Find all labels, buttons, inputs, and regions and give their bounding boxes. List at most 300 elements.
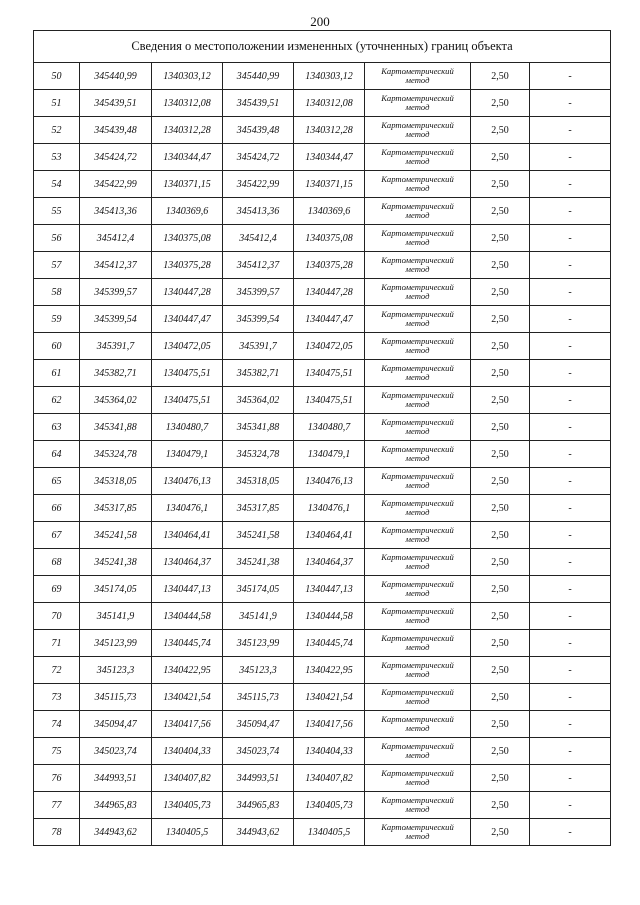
accuracy-value: 2,50 [471, 387, 530, 414]
existing-x: 345412,4 [80, 225, 152, 252]
table-row [34, 657, 611, 684]
existing-x: 345141,9 [80, 603, 152, 630]
existing-x: 345318,05 [80, 468, 152, 495]
determination-method [365, 387, 471, 414]
point-number: 58 [34, 279, 80, 306]
method-line-1: Картометрический [381, 822, 454, 832]
method-line-2: метод [405, 669, 430, 679]
determination-method [365, 657, 471, 684]
existing-x: 345424,72 [80, 144, 152, 171]
new-x: 345399,57 [223, 279, 294, 306]
method-line-1: Картометрический [381, 309, 454, 319]
existing-y: 1340464,37 [152, 549, 223, 576]
existing-y: 1340447,13 [152, 576, 223, 603]
table-row [34, 792, 611, 819]
method-line-1: Картометрический [381, 228, 454, 238]
point-description: - [530, 198, 611, 225]
point-number: 66 [34, 495, 80, 522]
existing-y: 1340303,12 [152, 63, 223, 90]
existing-x: 344943,62 [80, 819, 152, 846]
method-line-1: Картометрический [381, 552, 454, 562]
point-number: 69 [34, 576, 80, 603]
existing-x: 345174,05 [80, 576, 152, 603]
point-number: 70 [34, 603, 80, 630]
method-line-1: Картометрический [381, 66, 454, 76]
method-line-2: метод [405, 129, 430, 139]
determination-method [365, 495, 471, 522]
table-row [34, 252, 611, 279]
point-description: - [530, 117, 611, 144]
method-line-1: Картометрический [381, 282, 454, 292]
new-y: 1340312,28 [294, 117, 365, 144]
point-number: 67 [34, 522, 80, 549]
method-line-1: Картометрический [381, 498, 454, 508]
new-y: 1340303,12 [294, 63, 365, 90]
existing-y: 1340472,05 [152, 333, 223, 360]
method-line-2: метод [405, 480, 430, 490]
point-description: - [530, 657, 611, 684]
new-x: 345412,4 [223, 225, 294, 252]
point-description: - [530, 711, 611, 738]
new-y: 1340404,33 [294, 738, 365, 765]
accuracy-value: 2,50 [471, 522, 530, 549]
existing-x: 345391,7 [80, 333, 152, 360]
accuracy-value: 2,50 [471, 252, 530, 279]
new-y: 1340312,08 [294, 90, 365, 117]
new-y: 1340405,5 [294, 819, 365, 846]
existing-x: 345440,99 [80, 63, 152, 90]
determination-method [365, 576, 471, 603]
point-number: 75 [34, 738, 80, 765]
new-y: 1340444,58 [294, 603, 365, 630]
accuracy-value: 2,50 [471, 63, 530, 90]
table-row [34, 684, 611, 711]
determination-method [365, 144, 471, 171]
existing-x: 345115,73 [80, 684, 152, 711]
new-x: 345023,74 [223, 738, 294, 765]
existing-x: 345399,57 [80, 279, 152, 306]
existing-y: 1340371,15 [152, 171, 223, 198]
coordinates-table [33, 30, 611, 846]
point-description: - [530, 738, 611, 765]
accuracy-value: 2,50 [471, 198, 530, 225]
existing-y: 1340417,56 [152, 711, 223, 738]
new-x: 345123,3 [223, 657, 294, 684]
determination-method [365, 819, 471, 846]
accuracy-value: 2,50 [471, 279, 530, 306]
existing-y: 1340475,51 [152, 360, 223, 387]
determination-method [365, 306, 471, 333]
point-description: - [530, 495, 611, 522]
determination-method [365, 738, 471, 765]
method-line-2: метод [405, 318, 430, 328]
method-line-1: Картометрический [381, 660, 454, 670]
point-number: 73 [34, 684, 80, 711]
determination-method [365, 225, 471, 252]
method-line-2: метод [405, 588, 430, 598]
existing-y: 1340405,5 [152, 819, 223, 846]
determination-method [365, 684, 471, 711]
point-description: - [530, 360, 611, 387]
table-row [34, 522, 611, 549]
existing-y: 1340407,82 [152, 765, 223, 792]
point-description: - [530, 279, 611, 306]
method-line-1: Картометрический [381, 471, 454, 481]
new-x: 345413,36 [223, 198, 294, 225]
existing-x: 345413,36 [80, 198, 152, 225]
accuracy-value: 2,50 [471, 630, 530, 657]
method-line-2: метод [405, 345, 430, 355]
accuracy-value: 2,50 [471, 765, 530, 792]
point-description: - [530, 765, 611, 792]
new-x: 345424,72 [223, 144, 294, 171]
new-y: 1340421,54 [294, 684, 365, 711]
existing-y: 1340312,08 [152, 90, 223, 117]
determination-method [365, 711, 471, 738]
method-line-1: Картометрический [381, 93, 454, 103]
point-number: 61 [34, 360, 80, 387]
existing-x: 345123,3 [80, 657, 152, 684]
method-line-1: Картометрический [381, 147, 454, 157]
existing-y: 1340475,51 [152, 387, 223, 414]
new-y: 1340344,47 [294, 144, 365, 171]
existing-y: 1340447,28 [152, 279, 223, 306]
determination-method [365, 630, 471, 657]
point-number: 78 [34, 819, 80, 846]
table-row [34, 576, 611, 603]
existing-x: 345241,58 [80, 522, 152, 549]
new-y: 1340369,6 [294, 198, 365, 225]
method-line-2: метод [405, 507, 430, 517]
existing-x: 345422,99 [80, 171, 152, 198]
point-number: 62 [34, 387, 80, 414]
page-number: 200 [310, 14, 330, 29]
new-y: 1340475,51 [294, 360, 365, 387]
accuracy-value: 2,50 [471, 117, 530, 144]
new-x: 345412,37 [223, 252, 294, 279]
point-description: - [530, 441, 611, 468]
existing-y: 1340405,73 [152, 792, 223, 819]
method-line-2: метод [405, 156, 430, 166]
new-y: 1340375,28 [294, 252, 365, 279]
point-number: 52 [34, 117, 80, 144]
determination-method [365, 198, 471, 225]
method-line-1: Картометрический [381, 795, 454, 805]
point-number: 56 [34, 225, 80, 252]
new-x: 345324,78 [223, 441, 294, 468]
new-x: 345094,47 [223, 711, 294, 738]
point-description: - [530, 576, 611, 603]
new-y: 1340407,82 [294, 765, 365, 792]
accuracy-value: 2,50 [471, 792, 530, 819]
accuracy-value: 2,50 [471, 306, 530, 333]
method-line-2: метод [405, 453, 430, 463]
existing-y: 1340476,1 [152, 495, 223, 522]
determination-method [365, 333, 471, 360]
table-row [34, 63, 611, 90]
point-description: - [530, 549, 611, 576]
accuracy-value: 2,50 [471, 90, 530, 117]
existing-x: 345023,74 [80, 738, 152, 765]
table-row [34, 738, 611, 765]
point-number: 60 [34, 333, 80, 360]
table-title: Сведения о местоположении измененных (уточненных) границ объекта [34, 31, 611, 63]
new-x: 345141,9 [223, 603, 294, 630]
table-body [34, 63, 611, 846]
method-line-2: метод [405, 723, 430, 733]
accuracy-value: 2,50 [471, 657, 530, 684]
accuracy-value: 2,50 [471, 684, 530, 711]
point-number: 65 [34, 468, 80, 495]
new-x: 345317,85 [223, 495, 294, 522]
new-x: 345382,71 [223, 360, 294, 387]
method-line-2: метод [405, 75, 430, 85]
point-number: 54 [34, 171, 80, 198]
point-description: - [530, 522, 611, 549]
new-y: 1340479,1 [294, 441, 365, 468]
table-row [34, 603, 611, 630]
new-x: 345174,05 [223, 576, 294, 603]
existing-x: 345364,02 [80, 387, 152, 414]
method-line-1: Картометрический [381, 255, 454, 265]
point-description: - [530, 63, 611, 90]
new-y: 1340375,08 [294, 225, 365, 252]
method-line-1: Картометрический [381, 525, 454, 535]
new-x: 345399,54 [223, 306, 294, 333]
method-line-2: метод [405, 210, 430, 220]
method-line-2: метод [405, 804, 430, 814]
existing-y: 1340404,33 [152, 738, 223, 765]
table-row [34, 279, 611, 306]
method-line-1: Картометрический [381, 201, 454, 211]
table-row [34, 387, 611, 414]
table-row [34, 441, 611, 468]
point-description: - [530, 819, 611, 846]
point-number: 53 [34, 144, 80, 171]
existing-y: 1340422,95 [152, 657, 223, 684]
determination-method [365, 117, 471, 144]
new-y: 1340371,15 [294, 171, 365, 198]
method-line-2: метод [405, 264, 430, 274]
new-y: 1340476,1 [294, 495, 365, 522]
new-y: 1340476,13 [294, 468, 365, 495]
new-y: 1340472,05 [294, 333, 365, 360]
table-row [34, 711, 611, 738]
method-line-1: Картометрический [381, 336, 454, 346]
existing-y: 1340444,58 [152, 603, 223, 630]
method-line-1: Картометрический [381, 768, 454, 778]
new-y: 1340417,56 [294, 711, 365, 738]
existing-x: 345412,37 [80, 252, 152, 279]
table-row [34, 198, 611, 225]
accuracy-value: 2,50 [471, 171, 530, 198]
determination-method [365, 414, 471, 441]
table-row [34, 171, 611, 198]
existing-y: 1340447,47 [152, 306, 223, 333]
new-x: 345115,73 [223, 684, 294, 711]
determination-method [365, 549, 471, 576]
point-number: 63 [34, 414, 80, 441]
new-y: 1340464,37 [294, 549, 365, 576]
table-row [34, 333, 611, 360]
method-line-1: Картометрический [381, 444, 454, 454]
existing-x: 345094,47 [80, 711, 152, 738]
table-row [34, 819, 611, 846]
method-line-2: метод [405, 561, 430, 571]
new-x: 344993,51 [223, 765, 294, 792]
point-description: - [530, 630, 611, 657]
accuracy-value: 2,50 [471, 144, 530, 171]
existing-y: 1340421,54 [152, 684, 223, 711]
determination-method [365, 360, 471, 387]
point-number: 57 [34, 252, 80, 279]
new-x: 345123,99 [223, 630, 294, 657]
point-number: 76 [34, 765, 80, 792]
point-description: - [530, 603, 611, 630]
new-x: 345241,38 [223, 549, 294, 576]
method-line-2: метод [405, 372, 430, 382]
point-description: - [530, 306, 611, 333]
new-x: 345364,02 [223, 387, 294, 414]
point-description: - [530, 414, 611, 441]
method-line-2: метод [405, 183, 430, 193]
point-description: - [530, 144, 611, 171]
new-y: 1340445,74 [294, 630, 365, 657]
existing-y: 1340369,6 [152, 198, 223, 225]
existing-y: 1340344,47 [152, 144, 223, 171]
point-number: 55 [34, 198, 80, 225]
table-row [34, 468, 611, 495]
method-line-1: Картометрический [381, 606, 454, 616]
new-y: 1340447,28 [294, 279, 365, 306]
existing-y: 1340464,41 [152, 522, 223, 549]
accuracy-value: 2,50 [471, 333, 530, 360]
method-line-2: метод [405, 399, 430, 409]
point-number: 72 [34, 657, 80, 684]
accuracy-value: 2,50 [471, 819, 530, 846]
method-line-1: Картометрический [381, 579, 454, 589]
new-x: 344965,83 [223, 792, 294, 819]
determination-method [365, 441, 471, 468]
point-description: - [530, 90, 611, 117]
point-description: - [530, 684, 611, 711]
point-number: 50 [34, 63, 80, 90]
determination-method [365, 171, 471, 198]
point-number: 59 [34, 306, 80, 333]
point-number: 74 [34, 711, 80, 738]
existing-x: 345317,85 [80, 495, 152, 522]
accuracy-value: 2,50 [471, 576, 530, 603]
method-line-1: Картометрический [381, 633, 454, 643]
existing-y: 1340445,74 [152, 630, 223, 657]
new-x: 345391,7 [223, 333, 294, 360]
determination-method [365, 792, 471, 819]
new-y: 1340464,41 [294, 522, 365, 549]
new-x: 345439,51 [223, 90, 294, 117]
accuracy-value: 2,50 [471, 549, 530, 576]
accuracy-value: 2,50 [471, 738, 530, 765]
method-line-1: Картометрический [381, 174, 454, 184]
table-row [34, 630, 611, 657]
table-row [34, 414, 611, 441]
existing-y: 1340312,28 [152, 117, 223, 144]
existing-x: 345324,78 [80, 441, 152, 468]
point-number: 77 [34, 792, 80, 819]
new-y: 1340447,13 [294, 576, 365, 603]
method-line-2: метод [405, 237, 430, 247]
new-x: 345439,48 [223, 117, 294, 144]
existing-x: 345439,48 [80, 117, 152, 144]
existing-x: 345399,54 [80, 306, 152, 333]
point-description: - [530, 171, 611, 198]
accuracy-value: 2,50 [471, 225, 530, 252]
existing-x: 345341,88 [80, 414, 152, 441]
new-x: 345318,05 [223, 468, 294, 495]
existing-x: 345123,99 [80, 630, 152, 657]
existing-x: 344965,83 [80, 792, 152, 819]
point-description: - [530, 387, 611, 414]
existing-x: 344993,51 [80, 765, 152, 792]
point-number: 68 [34, 549, 80, 576]
determination-method [365, 63, 471, 90]
table-row [34, 144, 611, 171]
determination-method [365, 90, 471, 117]
accuracy-value: 2,50 [471, 495, 530, 522]
point-description: - [530, 792, 611, 819]
new-y: 1340422,95 [294, 657, 365, 684]
new-x: 345341,88 [223, 414, 294, 441]
existing-y: 1340479,1 [152, 441, 223, 468]
table-row [34, 225, 611, 252]
point-description: - [530, 225, 611, 252]
new-y: 1340447,47 [294, 306, 365, 333]
method-line-2: метод [405, 291, 430, 301]
accuracy-value: 2,50 [471, 711, 530, 738]
table-row [34, 549, 611, 576]
accuracy-value: 2,50 [471, 414, 530, 441]
existing-x: 345241,38 [80, 549, 152, 576]
method-line-2: метод [405, 426, 430, 436]
method-line-1: Картометрический [381, 714, 454, 724]
table-row [34, 306, 611, 333]
table-row [34, 117, 611, 144]
accuracy-value: 2,50 [471, 360, 530, 387]
new-y: 1340480,7 [294, 414, 365, 441]
new-x: 345440,99 [223, 63, 294, 90]
method-line-1: Картометрический [381, 687, 454, 697]
method-line-2: метод [405, 642, 430, 652]
accuracy-value: 2,50 [471, 468, 530, 495]
point-description: - [530, 333, 611, 360]
new-x: 344943,62 [223, 819, 294, 846]
determination-method [365, 252, 471, 279]
existing-x: 345439,51 [80, 90, 152, 117]
method-line-2: метод [405, 615, 430, 625]
method-line-1: Картометрический [381, 363, 454, 373]
point-number: 51 [34, 90, 80, 117]
method-line-2: метод [405, 750, 430, 760]
existing-y: 1340375,28 [152, 252, 223, 279]
existing-x: 345382,71 [80, 360, 152, 387]
table-row [34, 90, 611, 117]
existing-y: 1340476,13 [152, 468, 223, 495]
point-description: - [530, 468, 611, 495]
determination-method [365, 279, 471, 306]
method-line-1: Картометрический [381, 741, 454, 751]
new-x: 345241,58 [223, 522, 294, 549]
determination-method [365, 603, 471, 630]
point-number: 71 [34, 630, 80, 657]
